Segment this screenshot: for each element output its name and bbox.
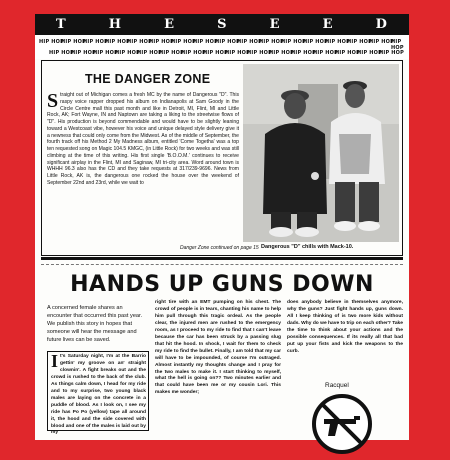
- hiphop-word: HIP HOP: [291, 50, 316, 56]
- masthead-letter: E: [269, 17, 281, 32]
- no-gun-icon: [310, 392, 374, 460]
- hiphop-word: HIP HOP: [303, 39, 328, 45]
- hiphop-word: HIP HOP: [137, 50, 162, 56]
- drop-cap: I: [51, 351, 59, 371]
- story-column-3: does anybody believe in themselves anymore, why the guns? Just fight hands up, guns down. All I keep thinking of is two more kids without dads. Why do we have to trip on each other? Take the time to think about your actions and the possible consequences. If its really all that bad put up your fists and kick the weapons to the curb.: [287, 300, 403, 354]
- hiphop-word: HIP HOP: [259, 39, 284, 45]
- masthead-letter: E: [164, 17, 176, 32]
- hiphop-word: HIP HOP: [71, 50, 96, 56]
- hiphop-word: HIP HOP: [93, 50, 118, 56]
- story-column-2: right tire with an EMT pumping on his chest. The crowd of people is in tears, chanting his name to help him pull through this tragic ordeal. As the people clear, the injured men are rushed to the emergency room, as I proceed to my ride to find that I can't leave because the car has been struck by a passing slug that hit the hood. In shock, I wait for them to check my ride to find the bullet. Finally, I am told that my car will have to be impounded, of course I'm outraged. Almost instantly my thoughts change and I pray for the two males to make it. I start thinking to myself, what the hell is going on?? Two minutes earlier and that could have been me or my cousin Lori. This makes me wonder;: [155, 300, 281, 396]
- masthead-letter: S: [217, 17, 228, 32]
- hiphop-word: HIP HOP: [391, 39, 404, 51]
- hiphop-word: HIP HOP: [237, 39, 262, 45]
- article-photo: [243, 64, 399, 242]
- hiphop-word: HIP HOP: [203, 50, 228, 56]
- author-byline: Racquel: [325, 382, 349, 389]
- masthead-letter: T: [56, 17, 67, 32]
- danger-zone-text: traight out of Michigan comes a fresh MC by the name of Dangerous "D". This raspy voice rapper dropped his album on Indianapolis at Sam Goody in the Circle Centre mall this past month and like in Detroit, MI, Flint, MI and Little Rock, AK; Fort Wayne, IN and Naptown are taking a liking to the streetwise flows of "D". His production is beyond commendable and would have to be slightly leaning toward a Westcoast vibe, however his voice and unique delayed style delivery give it a newness that could only come from the Midwest. As of the middle of September, the fourth track off his Method 2 My Madness album, entitled 'Come Togetha' was a top ten requested song on Magic 104.5 KMGC, (in Little Rock) for two weeks and was still climbing at the time of this writing. His first single 'B.O.O.M.' continues to receive significant airplay in the Flint, MI and Saginaw, MI tri-city area. Word around town is WHHH 96.3 also has the CD and they take requests at 317/239-9696. News from Little Rock, AK is, the dangerous one rocked the house over the weekend of September 22nd and 23rd, while we wait to: [47, 92, 239, 186]
- hiphop-word: HIP HOP: [379, 50, 404, 56]
- newspaper-page: [35, 14, 409, 440]
- masthead-letter: D: [375, 17, 388, 32]
- hiphop-word: HIP HOP: [357, 50, 382, 56]
- masthead-letter: H: [108, 17, 123, 32]
- feature-intro: A concerned female shares an encounter that occurred this past year. We publish this story in hopes that someone will hear the message and future lives can be saved.: [47, 305, 143, 343]
- photo-caption: Dangerous "D" chills with Mack-10.: [261, 244, 354, 250]
- section-rule: [41, 257, 403, 260]
- hiphop-word: HIP HOP: [181, 50, 206, 56]
- hiphop-word: HIP HOP: [39, 39, 64, 45]
- continued-note: Danger Zone continued on page 15: [180, 245, 259, 251]
- hiphop-word: HIP HOP: [83, 39, 108, 45]
- masthead: [35, 14, 409, 35]
- hiphop-word: HIP HOP: [325, 39, 350, 45]
- masthead-letter: E: [322, 17, 334, 32]
- hiphop-word: HIP HOP: [215, 39, 240, 45]
- hiphop-word: HIP HOP: [247, 50, 272, 56]
- hiphop-word: HIP HOP: [127, 39, 152, 45]
- hiphop-strip: [35, 35, 409, 59]
- hiphop-word: HIP HOP: [149, 39, 174, 45]
- hiphop-word: HIP HOP: [193, 39, 218, 45]
- story-column-1-text: t's Saturday night, I'm at the Barrio gettin' my groove on an' straight clownin'. A fight breaks out and the crowd is rushed to the back of the club. As things calm down, I head for my ride and to my surprise, two young black males are laying on the concrete in a puddle of blood. As I look on, I see my ride has Po Po (yellow) tape all around it, the hood and the side covered with blood and one of the males is laid out by my: [51, 354, 146, 436]
- hiphop-word: HIP HOP: [159, 50, 184, 56]
- drop-cap: S: [47, 90, 59, 112]
- dashed-rule: [41, 264, 403, 265]
- hiphop-word: HIP HOP: [171, 39, 196, 45]
- hiphop-word: HIP HOP: [105, 39, 130, 45]
- feature-headline: HANDS UP GUNS DOWN: [70, 272, 374, 297]
- hiphop-word: HIP HOP: [225, 50, 250, 56]
- hiphop-word: HIP HOP: [369, 39, 394, 45]
- hiphop-word: HIP HOP: [115, 50, 140, 56]
- danger-zone-title: THE DANGER ZONE: [85, 72, 211, 86]
- hiphop-word: HIP HOP: [313, 50, 338, 56]
- hiphop-word: HIP HOP: [347, 39, 372, 45]
- danger-zone-body: [47, 92, 239, 240]
- hiphop-word: HIP HOP: [281, 39, 306, 45]
- hiphop-word: HIP HOP: [335, 50, 360, 56]
- hiphop-word: HIP HOP: [269, 50, 294, 56]
- story-column-1: [51, 351, 146, 436]
- hiphop-word: HIP HOP: [61, 39, 86, 45]
- hiphop-word: HIP HOP: [49, 50, 74, 56]
